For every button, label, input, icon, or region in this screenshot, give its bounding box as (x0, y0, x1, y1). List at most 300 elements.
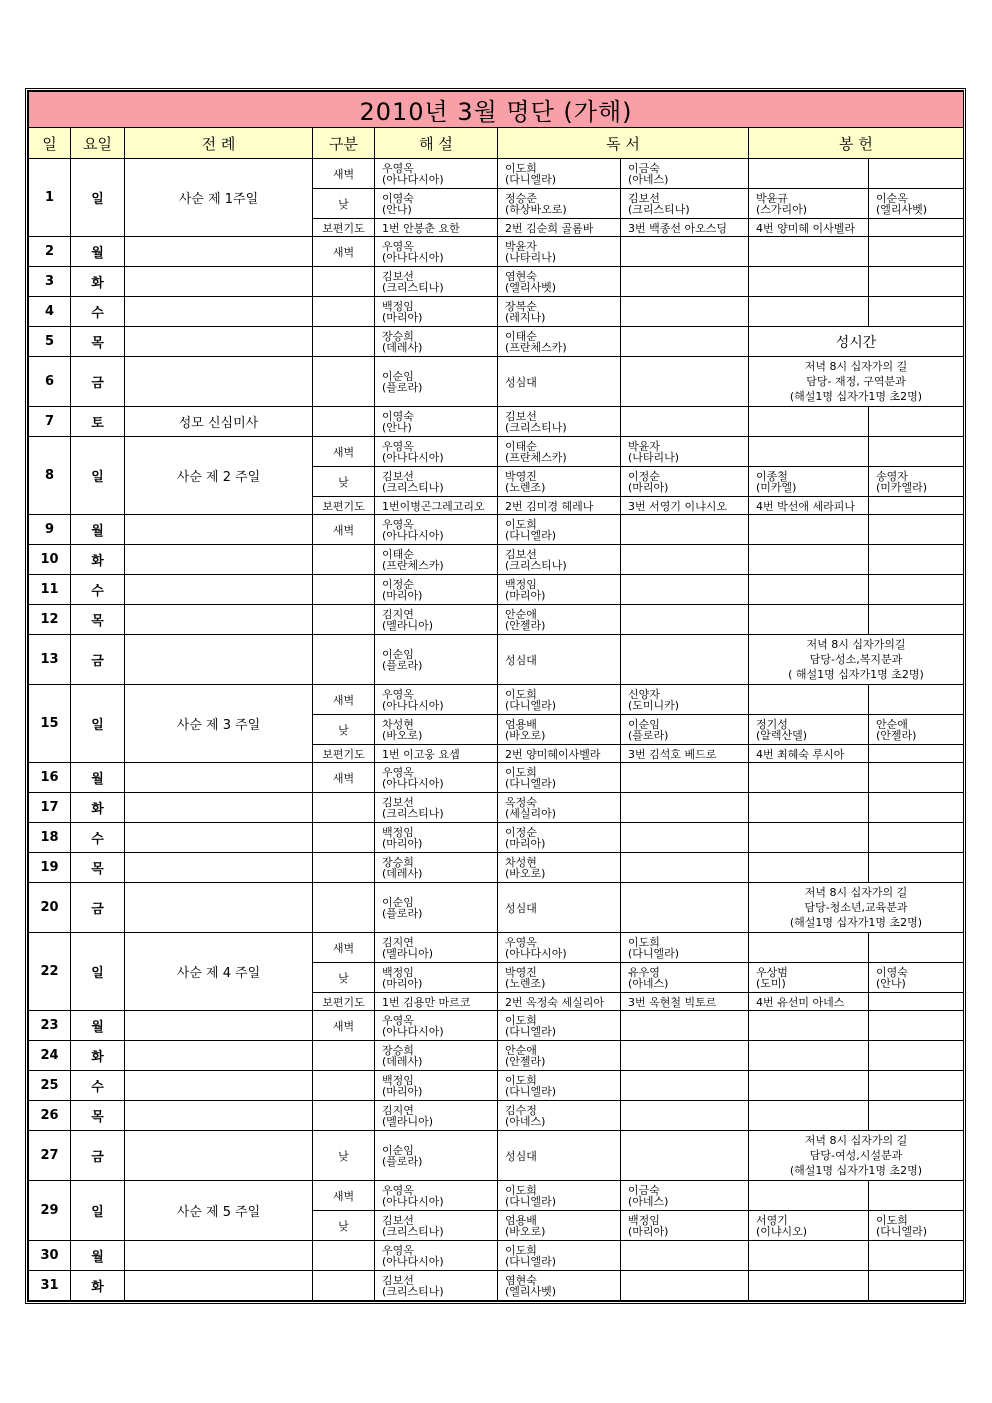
category-cell (313, 1041, 375, 1071)
person-name: 김보선 (505, 409, 537, 423)
baptismal-name: (프란체스카) (505, 450, 567, 464)
person-name: 김보선 (505, 547, 537, 561)
liturgy-cell (125, 823, 313, 853)
person-name: 박윤자 (628, 439, 660, 453)
baptismal-name: (프란체스카) (382, 558, 444, 572)
person-name: 서영기 (756, 1213, 788, 1227)
header-liturgy: 전 례 (125, 128, 313, 159)
person-name: 장승희 (382, 1043, 414, 1057)
table-row (29, 933, 964, 963)
baptismal-name: (플로라) (382, 906, 423, 920)
dow-cell: 월 (71, 515, 125, 545)
dow-cell: 토 (71, 407, 125, 437)
name-cell (621, 763, 749, 793)
name-cell (869, 685, 964, 715)
dow-cell: 금 (71, 635, 125, 685)
liturgy-cell (125, 1131, 313, 1181)
category-cell: 낮 (313, 467, 375, 497)
person-name: 김보선 (382, 1213, 414, 1227)
category-cell: 새벽 (313, 159, 375, 189)
table-row (29, 1071, 964, 1101)
person-name: 우영옥 (382, 161, 414, 175)
dow-cell: 화 (71, 545, 125, 575)
header-reading: 독 서 (498, 128, 749, 159)
category-cell: 새벽 (313, 763, 375, 793)
name-cell (375, 267, 498, 297)
name-cell (498, 437, 621, 467)
name-cell (621, 715, 749, 745)
name-cell (375, 763, 498, 793)
baptismal-name: (안젤라) (505, 1054, 546, 1068)
name-cell (749, 297, 869, 327)
dow-cell: 일 (71, 437, 125, 515)
note-line: ( 해설1명 십자가1명 초2명) (788, 668, 924, 681)
table-row (29, 1181, 964, 1211)
name-cell (621, 685, 749, 715)
category-cell: 새벽 (313, 933, 375, 963)
name-cell (621, 963, 749, 993)
dow-cell: 수 (71, 1071, 125, 1101)
baptismal-name: (멜라니아) (382, 946, 434, 960)
name-cell (375, 685, 498, 715)
person-name: 백정임 (382, 965, 414, 979)
name-cell (375, 407, 498, 437)
name-cell (869, 515, 964, 545)
day-cell: 30 (29, 1241, 71, 1271)
prayer-cell: 3번 백종선 아오스딩 (621, 219, 749, 237)
name-cell (869, 467, 964, 497)
day-cell: 25 (29, 1071, 71, 1101)
liturgy-cell (125, 1041, 313, 1071)
person-name: 안순애 (505, 607, 537, 621)
name-cell (498, 1011, 621, 1041)
name-cell (375, 823, 498, 853)
name-cell (621, 1211, 749, 1241)
day-cell: 5 (29, 327, 71, 357)
name-cell (621, 1101, 749, 1131)
table-row (29, 1131, 964, 1181)
baptismal-name: (크리스티나) (382, 480, 444, 494)
name-cell (869, 823, 964, 853)
baptismal-name: (엘리사벳) (505, 280, 557, 294)
name-cell (869, 853, 964, 883)
prayer-cell: 1번 이고웅 요셉 (375, 745, 498, 763)
person-name: 염현숙 (505, 269, 537, 283)
baptismal-name: (다니엘라) (505, 1084, 557, 1098)
dow-cell: 화 (71, 1041, 125, 1071)
dow-cell: 금 (71, 357, 125, 407)
name-cell (498, 685, 621, 715)
baptismal-name: (데레사) (382, 866, 423, 880)
liturgy-cell (125, 853, 313, 883)
name-cell (869, 933, 964, 963)
prayer-cell: 1번이병곤그레고리오 (375, 497, 498, 515)
name-cell (498, 1181, 621, 1211)
baptismal-name: (아나다시아) (382, 250, 444, 264)
day-cell: 27 (29, 1131, 71, 1181)
name-cell (621, 1041, 749, 1071)
name-cell (869, 1041, 964, 1071)
note-line: 저녁 8시 십자가의길 (806, 638, 906, 651)
name-cell (498, 297, 621, 327)
person-name: 백정임 (382, 1073, 414, 1087)
baptismal-name: (크리스티나) (628, 202, 690, 216)
name-cell (869, 763, 964, 793)
name-cell (869, 437, 964, 467)
person-name: 백정임 (505, 577, 537, 591)
name-cell (869, 1181, 964, 1211)
table-row (29, 763, 964, 793)
name-cell (498, 159, 621, 189)
liturgy-cell (125, 545, 313, 575)
table-row (29, 1101, 964, 1131)
baptismal-name: (다니엘라) (505, 1024, 557, 1038)
category-cell (313, 1071, 375, 1101)
dow-cell: 일 (71, 685, 125, 763)
dow-cell: 금 (71, 883, 125, 933)
name-cell (869, 407, 964, 437)
baptismal-name: (다니엘라) (505, 776, 557, 790)
name-cell (498, 605, 621, 635)
person-name: 엄용배 (505, 717, 537, 731)
baptismal-name: (크리스티나) (382, 1224, 444, 1238)
person-name: 이금숙 (628, 1183, 660, 1197)
dow-cell: 수 (71, 823, 125, 853)
baptismal-name: (아네스) (628, 172, 669, 186)
day-cell: 19 (29, 853, 71, 883)
prayer-cell: 4번 유선미 아네스 (749, 993, 869, 1011)
person-name: 장복순 (505, 299, 537, 313)
name-cell (869, 575, 964, 605)
name-cell (621, 823, 749, 853)
name-cell (498, 237, 621, 267)
baptismal-name: (아네스) (628, 976, 669, 990)
prayer-cell: 4번 최혜숙 루시아 (749, 745, 869, 763)
prayer-cell: 1번 안봉춘 요한 (375, 219, 498, 237)
baptismal-name: (마리아) (628, 480, 669, 494)
baptismal-name: (데레사) (382, 1054, 423, 1068)
day-cell: 13 (29, 635, 71, 685)
liturgy-cell: 성모 신심미사 (125, 407, 313, 437)
person-name: 이도희 (505, 687, 537, 701)
baptismal-name: (아나다시아) (382, 776, 444, 790)
person-name: 이도희 (505, 1183, 537, 1197)
baptismal-name: (마리아) (382, 976, 423, 990)
liturgy-cell (125, 883, 313, 933)
person-name: 김수정 (505, 1103, 537, 1117)
person-name: 김보선 (382, 795, 414, 809)
name-cell (749, 963, 869, 993)
name-cell (375, 237, 498, 267)
name-cell (498, 545, 621, 575)
person-name: 김보선 (382, 1273, 414, 1287)
person-name: 백정임 (628, 1213, 660, 1227)
name-cell (621, 1241, 749, 1271)
baptismal-name: (마리아) (505, 836, 546, 850)
name-cell (621, 1131, 749, 1181)
name-cell (375, 545, 498, 575)
baptismal-name: (아네스) (505, 1114, 546, 1128)
baptismal-name: (아나다시아) (382, 1194, 444, 1208)
baptismal-name: (크리스티나) (382, 806, 444, 820)
name-cell (749, 575, 869, 605)
name-cell (498, 1101, 621, 1131)
person-name: 이정순 (505, 825, 537, 839)
person-name: 이도희 (505, 1073, 537, 1087)
person-name: 안순애 (505, 1043, 537, 1057)
dow-cell: 수 (71, 575, 125, 605)
person-name: 이도희 (505, 765, 537, 779)
name-cell (621, 237, 749, 267)
baptismal-name: (아나다시아) (382, 172, 444, 186)
baptismal-name: (크리스티나) (505, 558, 567, 572)
day-cell: 23 (29, 1011, 71, 1041)
name-cell (375, 1241, 498, 1271)
table-row (29, 357, 964, 407)
note-line: 담당-청소년,교육분과 (804, 901, 908, 914)
baptismal-name: (도미) (756, 976, 786, 990)
name-cell (749, 853, 869, 883)
name-cell (375, 1131, 498, 1181)
person-name: 이도희 (876, 1213, 908, 1227)
table-row (29, 1241, 964, 1271)
liturgy-cell (125, 635, 313, 685)
name-cell (498, 1211, 621, 1241)
day-cell: 2 (29, 237, 71, 267)
table-row (29, 237, 964, 267)
person-name: 우영옥 (382, 1013, 414, 1027)
day-cell: 22 (29, 933, 71, 1011)
baptismal-name: (마리아) (628, 1224, 669, 1238)
note-line: (해설1명 십자가1명 초2명) (789, 390, 923, 403)
liturgy-cell (125, 1101, 313, 1131)
note-line: (해설1명 십자가1명 초2명) (789, 916, 923, 929)
liturgy-cell: 사순 제 2 주일 (125, 437, 313, 515)
name-cell (749, 545, 869, 575)
name-cell (869, 237, 964, 267)
name-cell (498, 1041, 621, 1071)
schedule-table (28, 91, 964, 1301)
liturgy-cell (125, 237, 313, 267)
name-cell (498, 763, 621, 793)
person-name: 김지연 (382, 935, 414, 949)
dow-cell: 일 (71, 933, 125, 1011)
baptismal-name: (알렉산델) (756, 728, 808, 742)
name-cell (749, 1101, 869, 1131)
name-cell (375, 793, 498, 823)
baptismal-name: (데레사) (382, 340, 423, 354)
liturgy-cell (125, 327, 313, 357)
baptismal-name: (아나다시아) (382, 698, 444, 712)
person-name: 박윤규 (756, 191, 788, 205)
person-name: 이도희 (505, 1243, 537, 1257)
dow-cell: 월 (71, 763, 125, 793)
table-row (29, 437, 964, 467)
dow-cell: 월 (71, 1011, 125, 1041)
table-row (29, 1011, 964, 1041)
dow-cell: 화 (71, 267, 125, 297)
name-cell (749, 467, 869, 497)
category-cell (313, 1271, 375, 1301)
name-cell (621, 189, 749, 219)
name-cell (375, 1271, 498, 1301)
name-cell (375, 467, 498, 497)
name-cell (621, 575, 749, 605)
day-cell: 18 (29, 823, 71, 853)
dow-cell: 목 (71, 327, 125, 357)
category-cell (313, 823, 375, 853)
name-cell (375, 437, 498, 467)
day-cell: 16 (29, 763, 71, 793)
name-cell (375, 515, 498, 545)
name-cell (869, 267, 964, 297)
day-cell: 15 (29, 685, 71, 763)
person-name: 우영옥 (382, 1243, 414, 1257)
dow-cell: 화 (71, 1271, 125, 1301)
baptismal-name: (안젤라) (505, 618, 546, 632)
person-name: 김지연 (382, 607, 414, 621)
liturgy-cell (125, 1241, 313, 1271)
liturgy-cell: 사순 제 5 주일 (125, 1181, 313, 1241)
day-cell: 11 (29, 575, 71, 605)
name-cell (749, 1211, 869, 1241)
person-name: 안순애 (876, 717, 908, 731)
day-cell: 8 (29, 437, 71, 515)
person-name: 차성현 (382, 717, 414, 731)
schedule-sheet (25, 88, 966, 1304)
name-cell (621, 1271, 749, 1301)
person-name: 송영자 (876, 469, 908, 483)
person-name: 우영옥 (382, 1183, 414, 1197)
dow-cell: 금 (71, 1131, 125, 1181)
person-name: 우영옥 (382, 765, 414, 779)
note-line: 저녁 8시 십자가의 길 (804, 1134, 908, 1147)
name-cell (749, 605, 869, 635)
person-name: 이태순 (382, 547, 414, 561)
name-cell (498, 515, 621, 545)
prayer-cell: 4번 박선애 세라피나 (749, 497, 869, 515)
name-cell (375, 1071, 498, 1101)
baptismal-name: (이냐시오) (756, 1224, 808, 1238)
baptismal-name: (엘리사벳) (505, 1284, 557, 1298)
table-row (29, 297, 964, 327)
reading-cell: 성심대 (498, 357, 621, 407)
person-name: 이순임 (382, 369, 414, 383)
person-name: 김보선 (382, 269, 414, 283)
baptismal-name: (마리아) (382, 310, 423, 324)
name-cell (749, 763, 869, 793)
name-cell (375, 575, 498, 605)
name-cell (621, 327, 749, 357)
name-cell (621, 1011, 749, 1041)
note-line: 담당- 재정, 구역분과 (806, 375, 906, 388)
category-cell (313, 267, 375, 297)
baptismal-name: (아네스) (628, 1194, 669, 1208)
prayer-cell: 2번 김순희 골롬바 (498, 219, 621, 237)
baptismal-name: (크리스티나) (382, 280, 444, 294)
person-name: 우영옥 (505, 935, 537, 949)
person-name: 박영진 (505, 965, 537, 979)
name-cell (621, 357, 749, 407)
person-name: 김보선 (382, 469, 414, 483)
day-cell: 3 (29, 267, 71, 297)
name-cell (498, 467, 621, 497)
person-name: 이금숙 (628, 161, 660, 175)
offering-note-cell (749, 357, 964, 407)
name-cell (498, 575, 621, 605)
liturgy-cell (125, 605, 313, 635)
baptismal-name: (아나다시아) (382, 1024, 444, 1038)
baptismal-name: (안젤라) (876, 728, 917, 742)
dow-cell: 월 (71, 1241, 125, 1271)
baptismal-name: (스가리아) (756, 202, 808, 216)
category-cell (313, 635, 375, 685)
category-cell (313, 575, 375, 605)
name-cell (621, 853, 749, 883)
name-cell (749, 793, 869, 823)
person-name: 이도희 (505, 1013, 537, 1027)
prayer-cell: 3번 김석호 베드로 (621, 745, 749, 763)
name-cell (621, 545, 749, 575)
dow-cell: 일 (71, 1181, 125, 1241)
name-cell (375, 883, 498, 933)
name-cell (869, 297, 964, 327)
baptismal-name: (노렌조) (505, 976, 546, 990)
name-cell (498, 853, 621, 883)
liturgy-cell (125, 297, 313, 327)
day-cell: 20 (29, 883, 71, 933)
name-cell (749, 1041, 869, 1071)
category-cell: 보편기도 (313, 219, 375, 237)
person-name: 이순임 (382, 1143, 414, 1157)
name-cell (375, 963, 498, 993)
name-cell (498, 267, 621, 297)
baptismal-name: (바오로) (505, 866, 546, 880)
category-cell (313, 1101, 375, 1131)
baptismal-name: (레지나) (505, 310, 546, 324)
person-name: 이영숙 (382, 409, 414, 423)
name-cell (749, 267, 869, 297)
liturgy-cell: 사순 제 4 주일 (125, 933, 313, 1011)
name-cell (498, 715, 621, 745)
baptismal-name: (미카엘) (756, 480, 797, 494)
person-name: 이순옥 (876, 191, 908, 205)
baptismal-name: (안나) (382, 420, 412, 434)
name-cell (869, 605, 964, 635)
baptismal-name: (다니엘라) (505, 528, 557, 542)
category-cell: 낮 (313, 963, 375, 993)
person-name: 정승준 (505, 191, 537, 205)
day-cell: 10 (29, 545, 71, 575)
person-name: 신양자 (628, 687, 660, 701)
category-cell (313, 1241, 375, 1271)
name-cell (621, 437, 749, 467)
table-row (29, 545, 964, 575)
name-cell (498, 1071, 621, 1101)
name-cell (621, 407, 749, 437)
name-cell (621, 933, 749, 963)
name-cell (375, 327, 498, 357)
name-cell (749, 685, 869, 715)
name-cell (375, 1011, 498, 1041)
name-cell (749, 1011, 869, 1041)
name-cell (498, 189, 621, 219)
baptismal-name: (마리아) (382, 836, 423, 850)
category-cell: 보편기도 (313, 993, 375, 1011)
baptismal-name: (노렌조) (505, 480, 546, 494)
person-name: 이영숙 (382, 191, 414, 205)
person-name: 이순임 (628, 717, 660, 731)
